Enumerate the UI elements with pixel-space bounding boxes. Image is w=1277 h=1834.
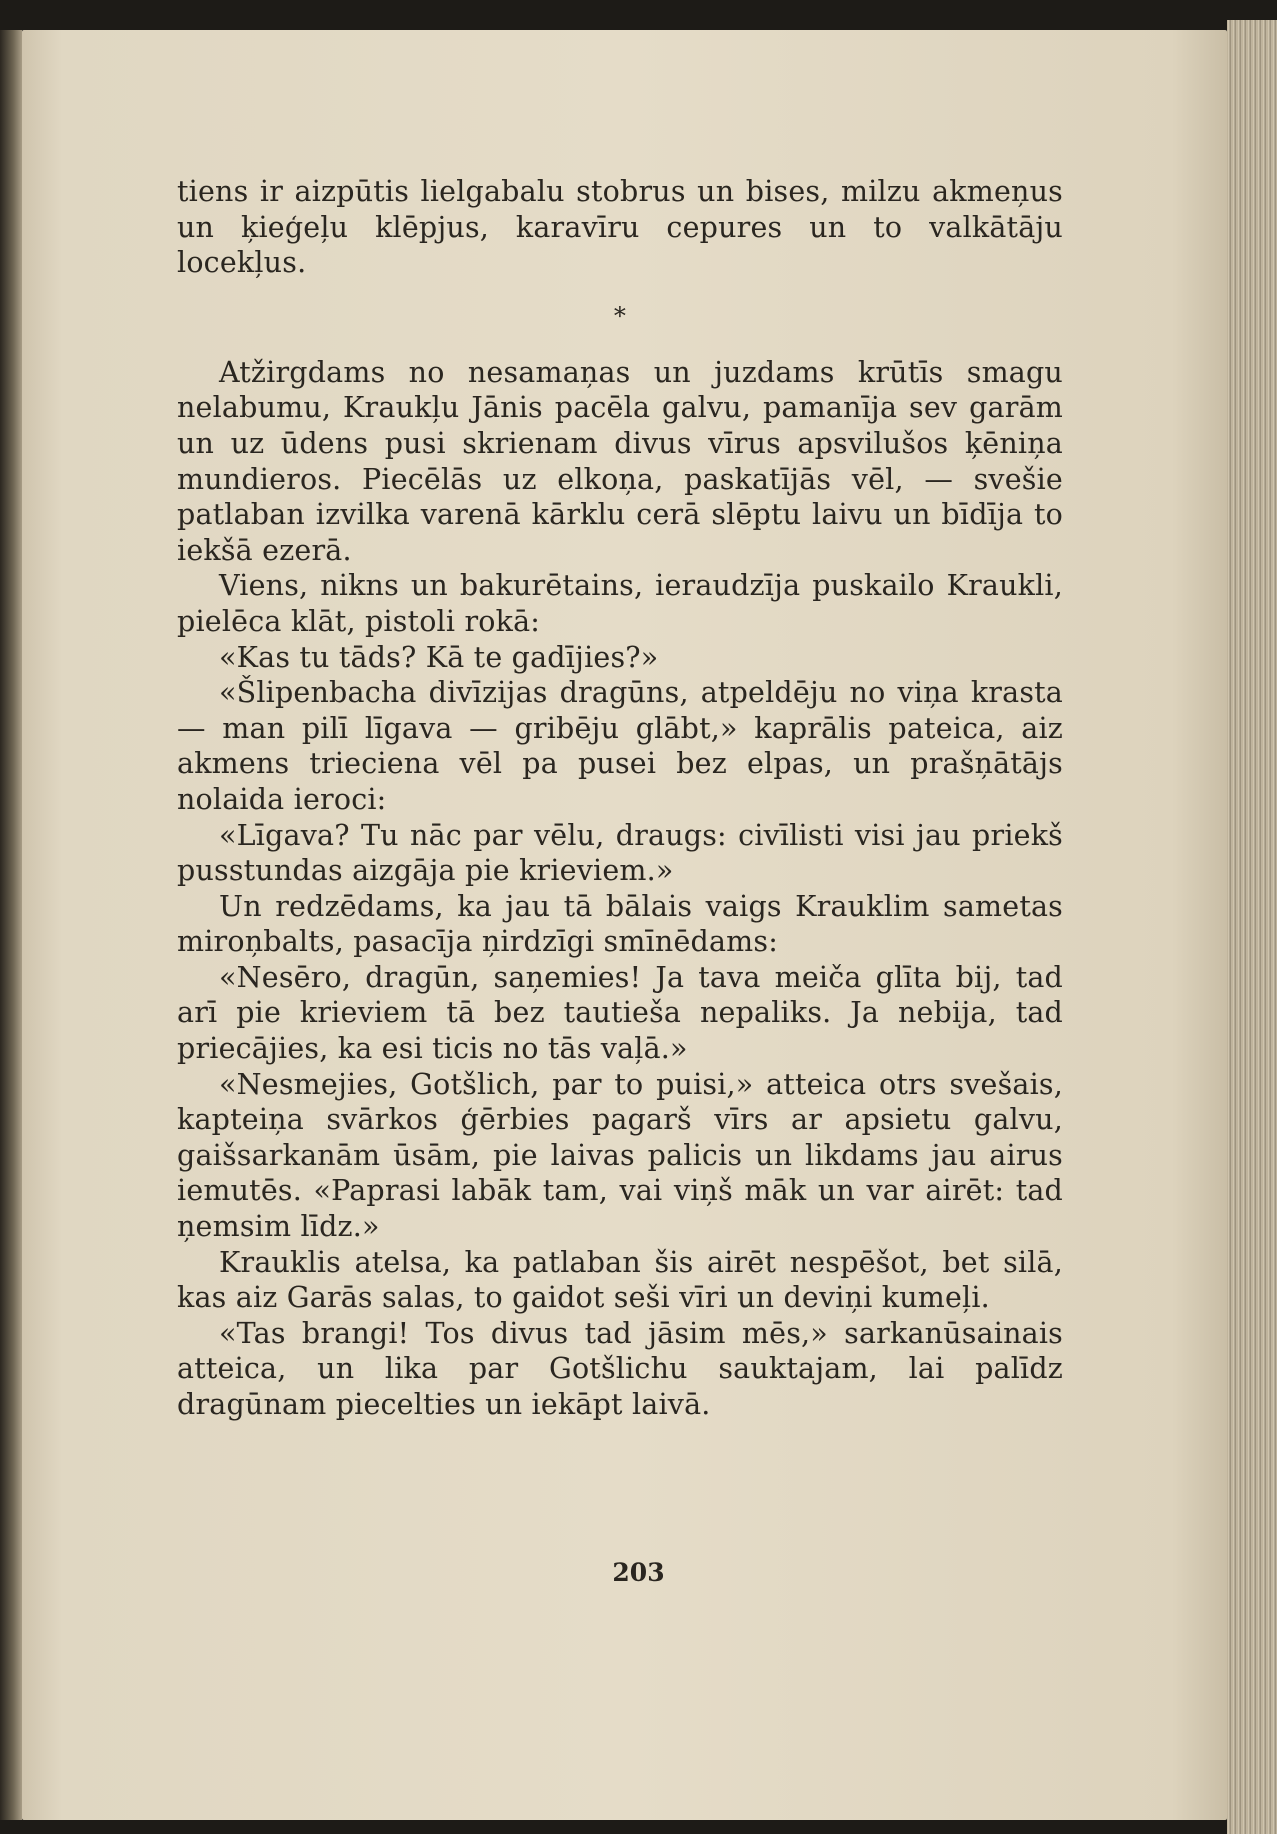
paragraph: Viens, nikns un bakurētains, ieraudzīja puskailo Kraukli, pielēca klāt, pistoli rokā:	[177, 569, 1063, 638]
paragraph: «Līgava? Tu nāc par vēlu, draugs: civīlisti visi jau priekš pusstundas aizgāja pie krieviem.»	[177, 818, 1063, 888]
paragraph: «Kas tu tāds? Kā te gadījies?»	[219, 640, 659, 674]
paragraph: «Nesmejies, Gotšlich, par to puisi,» atteica otrs svešais, kapteiņa svārkos ģērbies pagarš vīrs ar apsietu galvu, gaišsarkanām ūsām, pie laivas palicis un likdams jau airus iemutēs. «Paprasi labāk tam, vai viņš māk un var airēt: tad ņemsim līdz.»	[177, 1067, 1063, 1244]
paragraph: Krauklis atelsa, ka patlaban šis airēt nespēšot, bet silā, kas aiz Garās salas, to gaidot seši vīri un deviņi kumeļi.	[177, 1245, 1063, 1315]
paragraph: tiens ir aizpūtis lielgabalu stobrus un bises, milzu akmeņus un ķieģeļu klēpjus, karavīru cepures un to valkātāju locekļus.	[177, 175, 1063, 280]
paragraph: Un redzēdams, ka jau tā bālais vaigs Krauklim sametas miroņbalts, pasacīja ņirdzīgi smīnēdams:	[177, 889, 1063, 959]
paragraph: «Nesēro, dragūn, saņemies! Ja tava meiča glīta bij, tad arī pie krieviem tā bez tautieša nepaliks. Ja nebija, tad priecājies, ka esi ticis no tās vaļā.»	[177, 960, 1063, 1066]
body-text	[177, 174, 1063, 1423]
section-separator: *	[613, 301, 627, 330]
paragraph: «Šlipenbacha divīzijas dragūns, atpeldēju no viņa krasta — man pilī līgava — gribēju glābt,» kaprālis pateica, aiz akmens trieciena vēl pa pusei bez elpas, un prašņātājs nolaida ieroci:	[177, 676, 1063, 816]
paragraph: «Tas brangi! Tos divus tad jāsim mēs,» sarkanūsainais atteica, un lika par Gotšlichu sauktajam, lai palīdz dragūnam piecelties un iekāpt laivā.	[177, 1316, 1063, 1421]
page-number: 203	[612, 1558, 665, 1587]
paragraph: Atžirgdams no nesamaņas un juzdams krūtīs smagu nelabumu, Kraukļu Jānis pacēla galvu, pamanīja sev garām un uz ūdens pusi skrienam divus vīrus apsvilušos ķēniņa mundieros. Piecēlās uz elkoņa, paskatījās vēl, — svešie patlaban izvilka varenā kārklu cerā slēptu laivu un bīdīja to iekšā ezerā.	[177, 355, 1063, 567]
book-spine-edge	[0, 30, 22, 1820]
